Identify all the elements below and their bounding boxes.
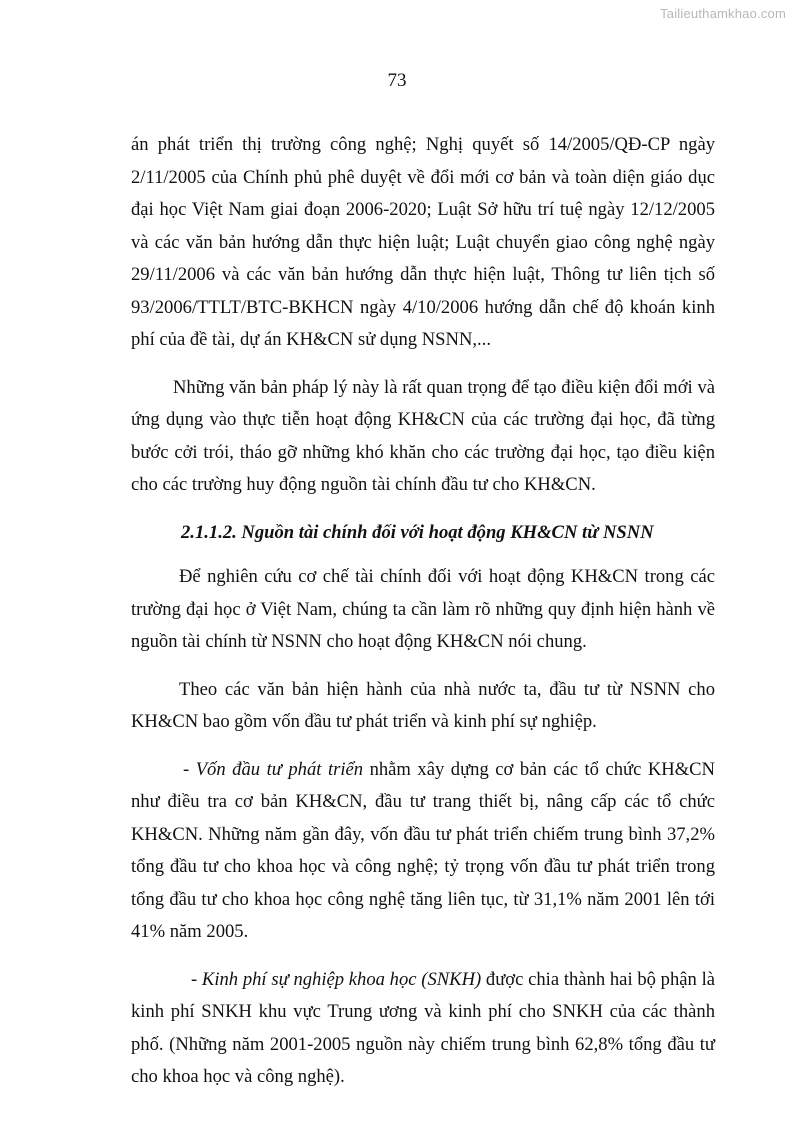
page-number: 73 bbox=[387, 70, 407, 91]
term-science-funding: - Kinh phí sự nghiệp khoa học (SNKH) bbox=[191, 968, 482, 990]
section-heading: 2.1.1.2. Nguồn tài chính đối với hoạt động KH&CN từ NSNN bbox=[181, 521, 654, 543]
paragraph-legal-importance: Những văn bản pháp lý này là rất quan trọng để tạo điều kiện đổi mới và ứng dụng vào thực tiễn hoạt động KH&CN của các trường đại học, đã từng bước cởi trói, tháo gỡ những khó khăn cho các trường đại học, tạo điều kiện cho các trường huy động nguồn tài chính đầu tư cho KH&CN. bbox=[131, 376, 715, 495]
paragraph-science-funding bbox=[131, 964, 715, 1094]
term-development-capital: Vốn đầu tư phát triển bbox=[195, 758, 364, 780]
bullet-prefix: - bbox=[183, 758, 196, 780]
science-funding-text: được chia thành hai bộ phận là kinh phí SNKH khu vực Trung ương và kinh phí cho SNKH của các thành phố. (Những năm 2001-2005 nguồn này chiếm trung bình 62,8% tổng đầu tư cho khoa học và công nghệ). bbox=[131, 968, 715, 1087]
site-watermark: Tailieuthamkhao.com bbox=[660, 6, 786, 21]
paragraph-investment-composition: Theo các văn bản hiện hành của nhà nước ta, đầu tư từ NSNN cho KH&CN bao gồm vốn đầu tư phát triển và kinh phí sự nghiệp. bbox=[131, 678, 715, 732]
paragraph-development-capital bbox=[131, 754, 715, 949]
paragraph-research-mechanism: Để nghiên cứu cơ chế tài chính đối với hoạt động KH&CN trong các trường đại học ở Việt Nam, chúng ta cần làm rõ những quy định hiện hành về nguồn tài chính từ NSNN cho hoạt động KH&CN nói chung. bbox=[131, 566, 715, 652]
document-body bbox=[131, 129, 715, 1109]
development-capital-text: nhằm xây dựng cơ bản các tổ chức KH&CN như điều tra cơ bản KH&CN, đầu tư trang thiết bị, nâng cấp các tổ chức KH&CN. Những năm gần đây, vốn đầu tư phát triển chiếm trung bình 37,2% tổng đầu tư cho khoa học và công nghệ; tỷ trọng vốn đầu tư phát triển trong tổng đầu tư cho khoa học công nghệ tăng liên tục, từ 31,1% năm 2001 lên tới 41% năm 2005. bbox=[131, 758, 715, 942]
paragraph-legal-documents-list: án phát triển thị trường công nghệ; Nghị quyết số 14/2005/QĐ-CP ngày 2/11/2005 của Chính phủ phê duyệt về đổi mới cơ bản và toàn diện giáo dục đại học Việt Nam giai đoạn 2006-2020; Luật Sở hữu trí tuệ ngày 12/12/2005 và các văn bản hướng dẫn thực hiện luật; Luật chuyển giao công nghệ ngày 29/11/2006 và các văn bản hướng dẫn thực hiện luật, Thông tư liên tịch số 93/2006/TTLT/BTC-BKHCN ngày 4/10/2006 hướng dẫn chế độ khoán kinh phí của đề tài, dự án KH&CN sử dụng NSNN,... bbox=[131, 134, 715, 350]
